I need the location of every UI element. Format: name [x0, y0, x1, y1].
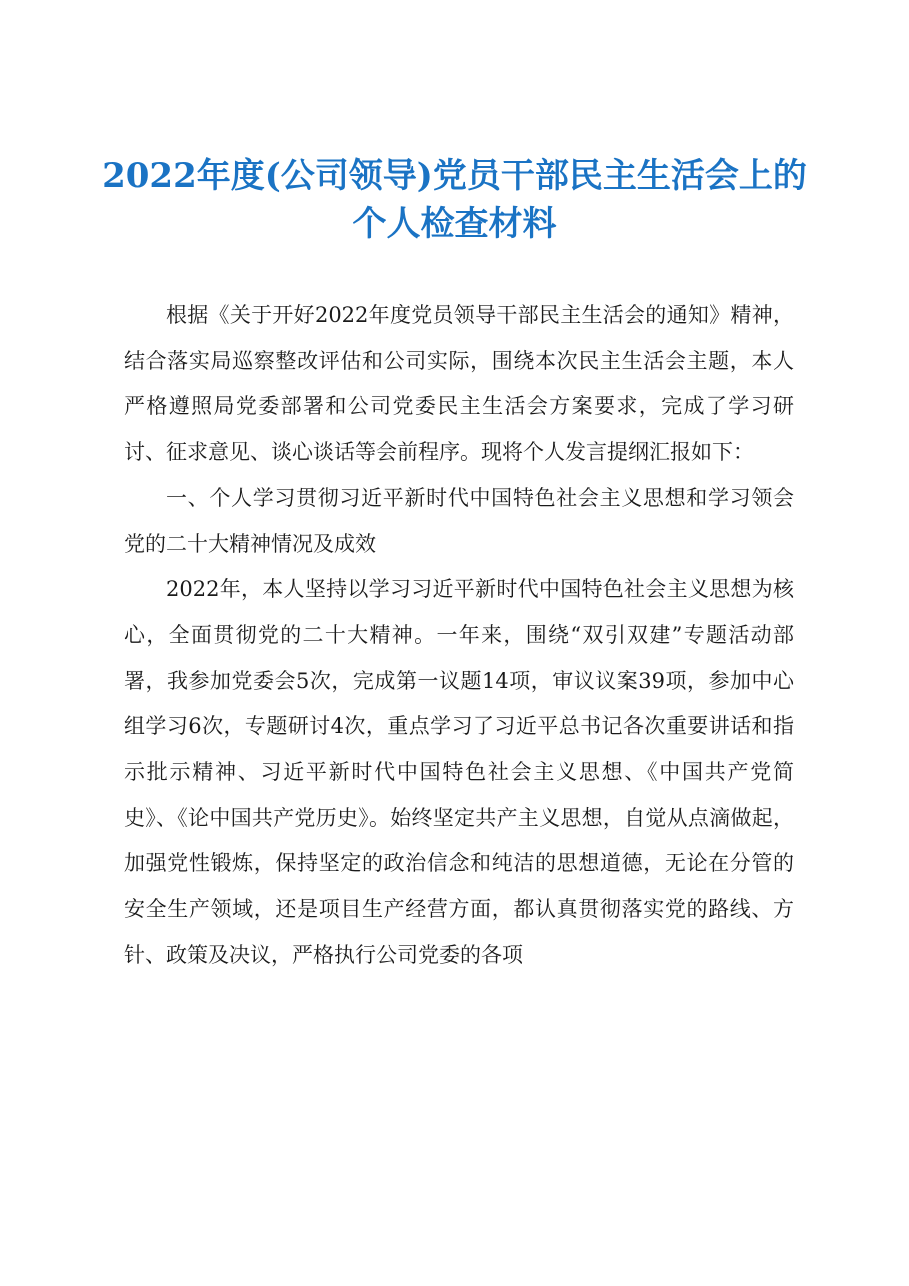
document-body — [124, 293, 794, 979]
title-line-2: 个人检查材料 — [352, 204, 557, 244]
section-heading-1: 一、个人学习贯彻习近平新时代中国特色社会主义思想和学习领会党的二十大精神情况及成效 — [124, 485, 794, 556]
paragraph-intro: 根据《关于开好2022年度党员领导干部民主生活会的通知》精神，结合落实局巡察整改评估和公司实际，围绕本次民主生活会主题，本人严格遵照局党委部署和公司党委民主生活会方案要求，完成了学习研讨、征求意见、谈心谈话等会前程序。现将个人发言提纲汇报如下： — [124, 303, 794, 465]
title-line-1: 2022年度(公司领导)党员干部民主生活会上的 — [102, 156, 807, 196]
paragraph-2022-study: 2022年，本人坚持以学习习近平新时代中国特色社会主义思想为核心，全面贯彻党的二十大精神。一年来，围绕“双引双建”专题活动部署，我参加党委会5次，完成第一议题14项，审议议案39项，参加中心组学习6次，专题研讨4次，重点学习了习近平总书记各次重要讲话和指示批示精神、习近平新时代中国特色社会主义思想、《中国共产党简史》、《论中国共产党历史》。始终坚定共产主义思想，自觉从点滴做起，加强党性锻炼，保持坚定的政治信念和纯洁的思想道德，无论在分管的安全生产领域，还是项目生产经营方面，都认真贯彻落实党的路线、方针、政策及决议，严格执行公司党委的各项 — [124, 577, 794, 967]
document-title — [100, 152, 809, 248]
